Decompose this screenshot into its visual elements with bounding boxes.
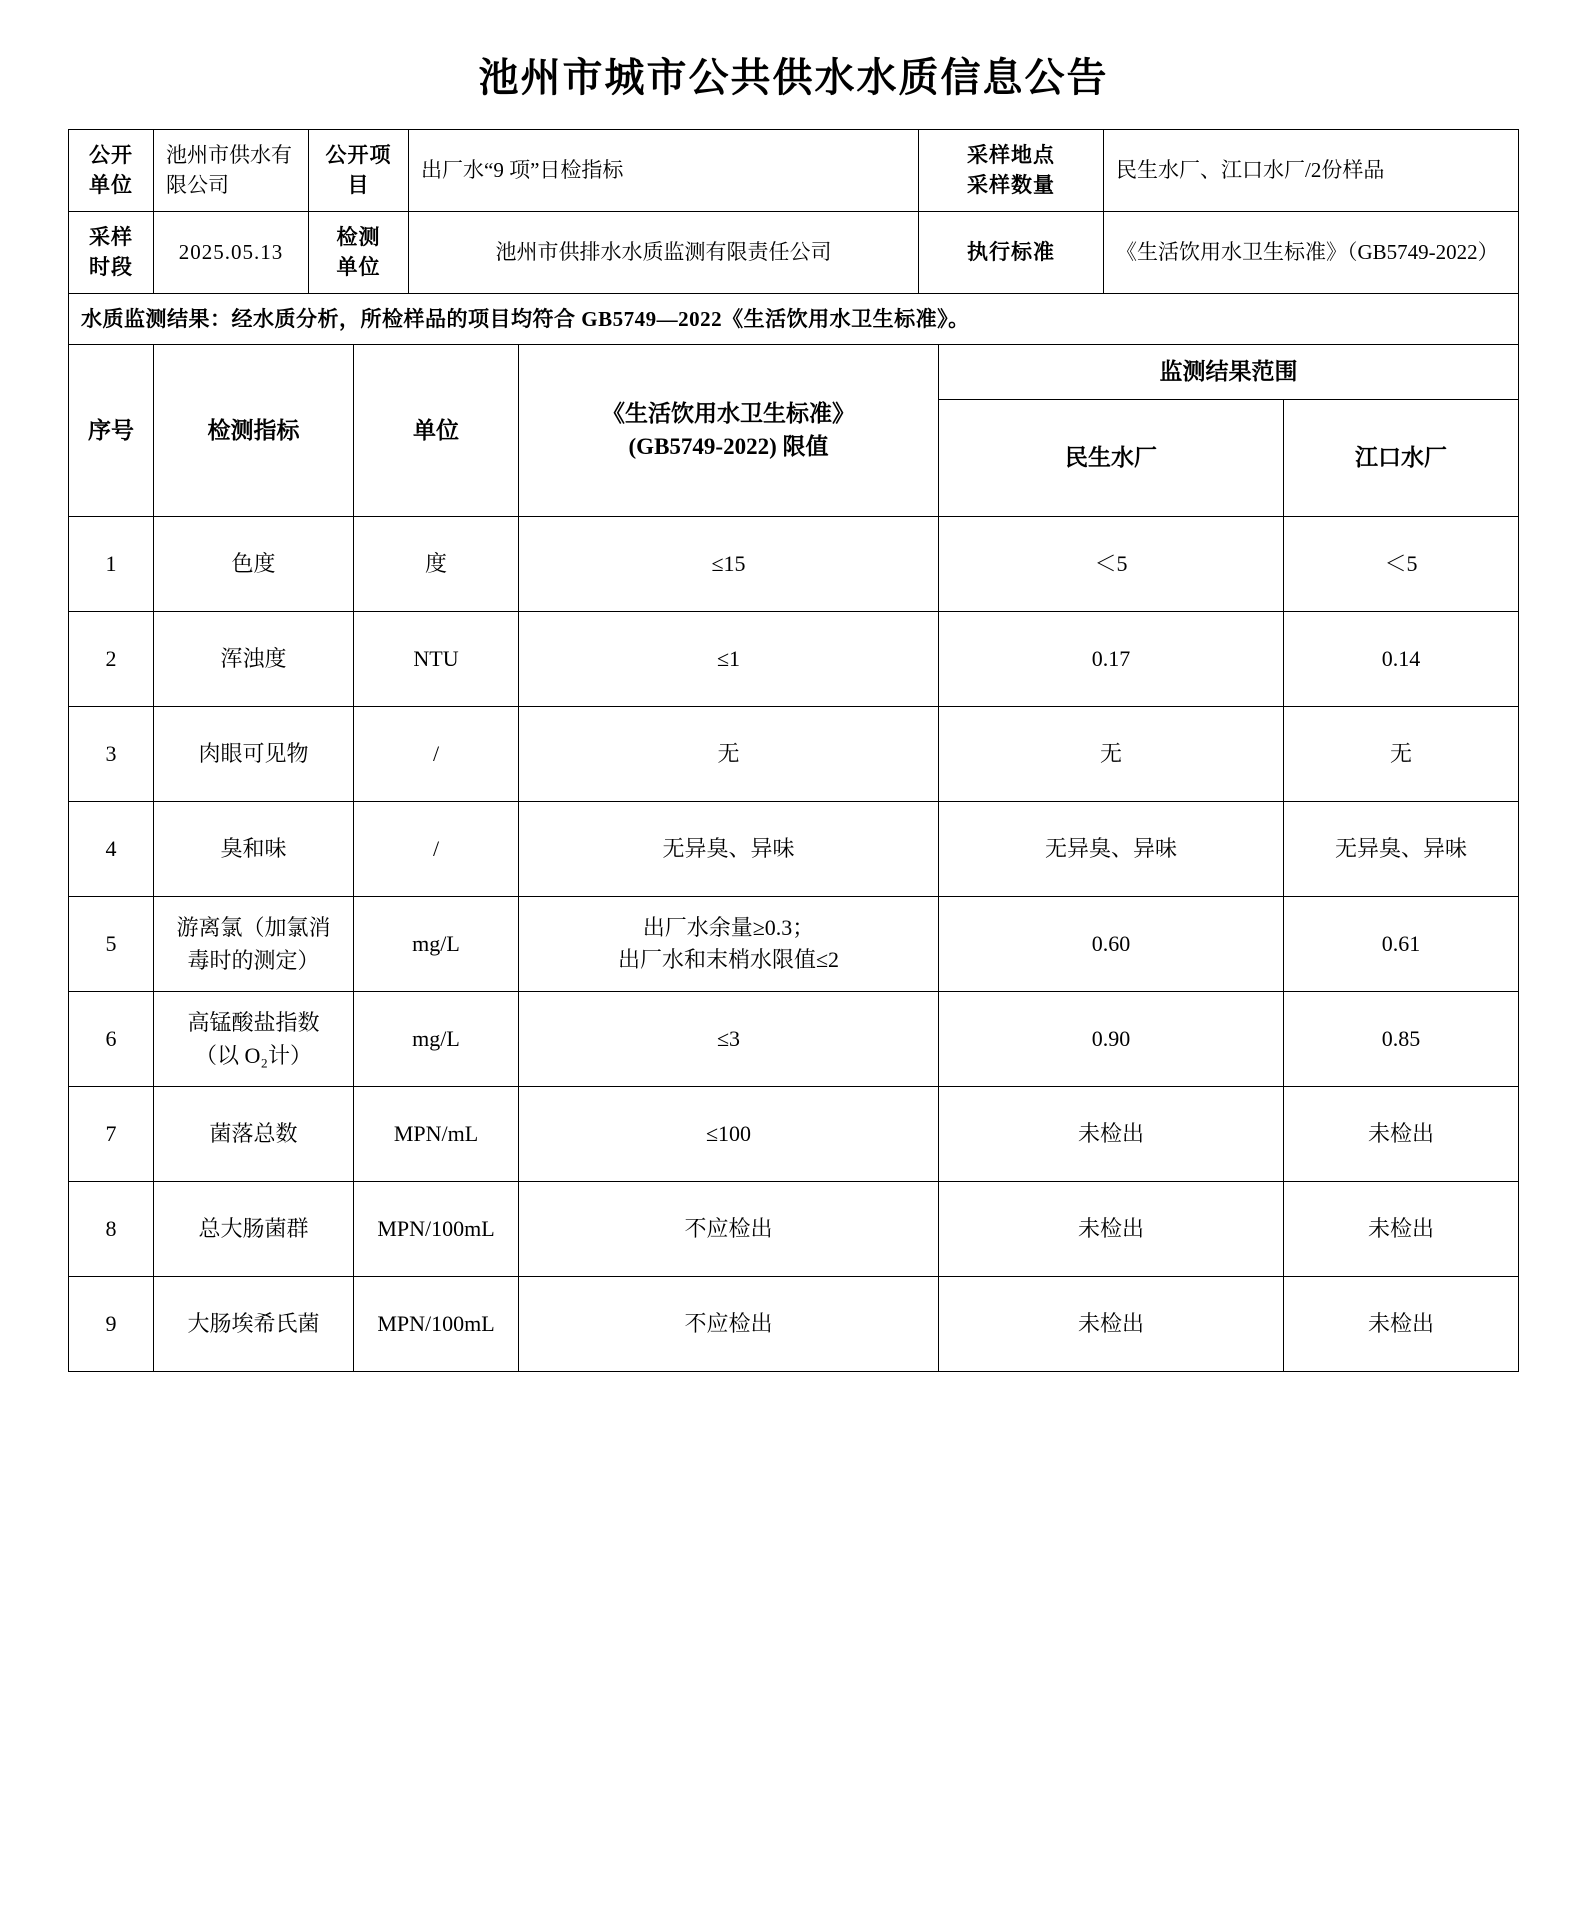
sampling-period-value: 2025.05.13 [154,211,309,293]
row-limit: 不应检出 [519,1181,939,1276]
results-body [69,516,1519,1371]
row-unit: / [354,706,519,801]
row-limit: ≤3 [519,991,939,1086]
publish-item-label: 公开项目 [309,130,409,212]
sampling-location-label: 采样地点 [967,143,1055,167]
row-plant1-value: 未检出 [939,1181,1284,1276]
sampling-period-label-line1: 采样 [89,224,133,249]
testing-unit-label [309,211,409,293]
table-row [69,293,1519,344]
row-plant2-value: 无异臭、异味 [1284,801,1519,896]
table-row [69,130,1519,212]
row-limit: ≤1 [519,611,939,706]
row-plant1-value: 无 [939,706,1284,801]
row-unit: MPN/mL [354,1086,519,1181]
testing-unit-label-line2: 单位 [336,255,381,280]
table-row [69,211,1519,293]
sampling-location-count-label [919,130,1104,212]
standard-label: 执行标准 [919,211,1104,293]
row-indicator: 菌落总数 [154,1086,354,1181]
publish-unit-label [69,130,154,212]
row-unit: / [354,801,519,896]
row-index: 7 [69,1086,154,1181]
info-table [68,129,1519,345]
row-plant1-value: 0.60 [939,896,1284,991]
row-limit: ≤100 [519,1086,939,1181]
row-indicator: 总大肠菌群 [154,1181,354,1276]
table-row [69,706,1519,801]
row-plant1-value: ＜5 [939,516,1284,611]
row-limit-line2: 出厂水和末梢水限值≤2 [617,946,840,972]
row-limit: ≤15 [519,516,939,611]
row-unit: mg/L [354,991,519,1086]
header-index: 序号 [69,345,154,516]
publish-unit-label-line1: 公开单位 [89,143,133,198]
row-plant1-value: 未检出 [939,1086,1284,1181]
row-indicator: 高锰酸盐指数（以 O₂计） [154,991,354,1086]
page-title: 池州市城市公共供水水质信息公告 [478,55,1109,100]
row-index: 1 [69,516,154,611]
row-plant2-value: 未检出 [1284,1181,1519,1276]
table-row [69,801,1519,896]
row-unit: 度 [354,516,519,611]
row-index: 5 [69,896,154,991]
row-plant2-value: 0.14 [1284,611,1519,706]
table-row [69,611,1519,706]
row-plant2-value: 未检出 [1284,1276,1519,1371]
row-unit: MPN/100mL [354,1276,519,1371]
row-indicator: 游离氯（加氯消毒时的测定） [154,896,354,991]
row-plant2-value: 0.85 [1284,991,1519,1086]
header-unit: 单位 [354,345,519,516]
sampling-period-label [69,211,154,293]
sampling-count-label: 采样数量 [967,173,1055,198]
header-range-group: 监测结果范围 [939,345,1519,399]
row-index: 9 [69,1276,154,1371]
row-index: 3 [69,706,154,801]
row-plant2-value: 无 [1284,706,1519,801]
row-index: 8 [69,1181,154,1276]
row-plant2-value: ＜5 [1284,516,1519,611]
standard-value: 《生活饮用水卫生标准》（GB5749-2022） [1104,211,1519,293]
row-limit: 无异臭、异味 [519,801,939,896]
header-plant-jiangkou: 江口水厂 [1284,399,1519,516]
row-indicator: 浑浊度 [154,611,354,706]
row-indicator: 臭和味 [154,801,354,896]
row-unit: NTU [354,611,519,706]
header-limit-line2: (GB5749-2022) 限值 [628,434,829,460]
monitoring-summary: 水质监测结果：经水质分析，所检样品的项目均符合 GB5749—2022《生活饮用水卫生标准》。 [69,293,1519,344]
header-indicator: 检测指标 [154,345,354,516]
table-row [69,1181,1519,1276]
row-limit [519,896,939,991]
row-plant2-value: 未检出 [1284,1086,1519,1181]
sampling-location-count-value: 民生水厂、江口水厂/2份样品 [1104,130,1519,212]
row-index: 6 [69,991,154,1086]
table-header-row [69,345,1519,399]
table-row [69,991,1519,1086]
row-unit: mg/L [354,896,519,991]
table-row [69,1086,1519,1181]
row-limit: 无 [519,706,939,801]
publish-item-value: 出厂水“9 项”日检指标 [409,130,919,212]
row-plant1-value: 0.90 [939,991,1284,1086]
sampling-period-label-line2: 时段 [89,255,133,280]
testing-unit-label-line1: 检测 [336,224,381,249]
header-plant-minsheng: 民生水厂 [939,399,1284,516]
row-index: 2 [69,611,154,706]
header-limit-line1: 《生活饮用水卫生标准》 [602,401,855,427]
row-plant1-value: 0.17 [939,611,1284,706]
row-plant1-value: 未检出 [939,1276,1284,1371]
testing-unit-value: 池州市供排水水质监测有限责任公司 [409,211,919,293]
row-index: 4 [69,801,154,896]
row-limit-line1: 出厂水余量≥0.3； [642,914,815,940]
table-row [69,516,1519,611]
row-plant1-value: 无异臭、异味 [939,801,1284,896]
row-plant2-value: 0.61 [1284,896,1519,991]
header-limit [519,345,939,516]
table-row [69,896,1519,991]
row-limit: 不应检出 [519,1276,939,1371]
row-indicator: 色度 [154,516,354,611]
row-unit: MPN/100mL [354,1181,519,1276]
row-indicator: 大肠埃希氏菌 [154,1276,354,1371]
publish-unit-value: 池州市供水有限公司 [154,130,309,212]
table-row [69,1276,1519,1371]
results-table [68,344,1519,1371]
row-indicator: 肉眼可见物 [154,706,354,801]
